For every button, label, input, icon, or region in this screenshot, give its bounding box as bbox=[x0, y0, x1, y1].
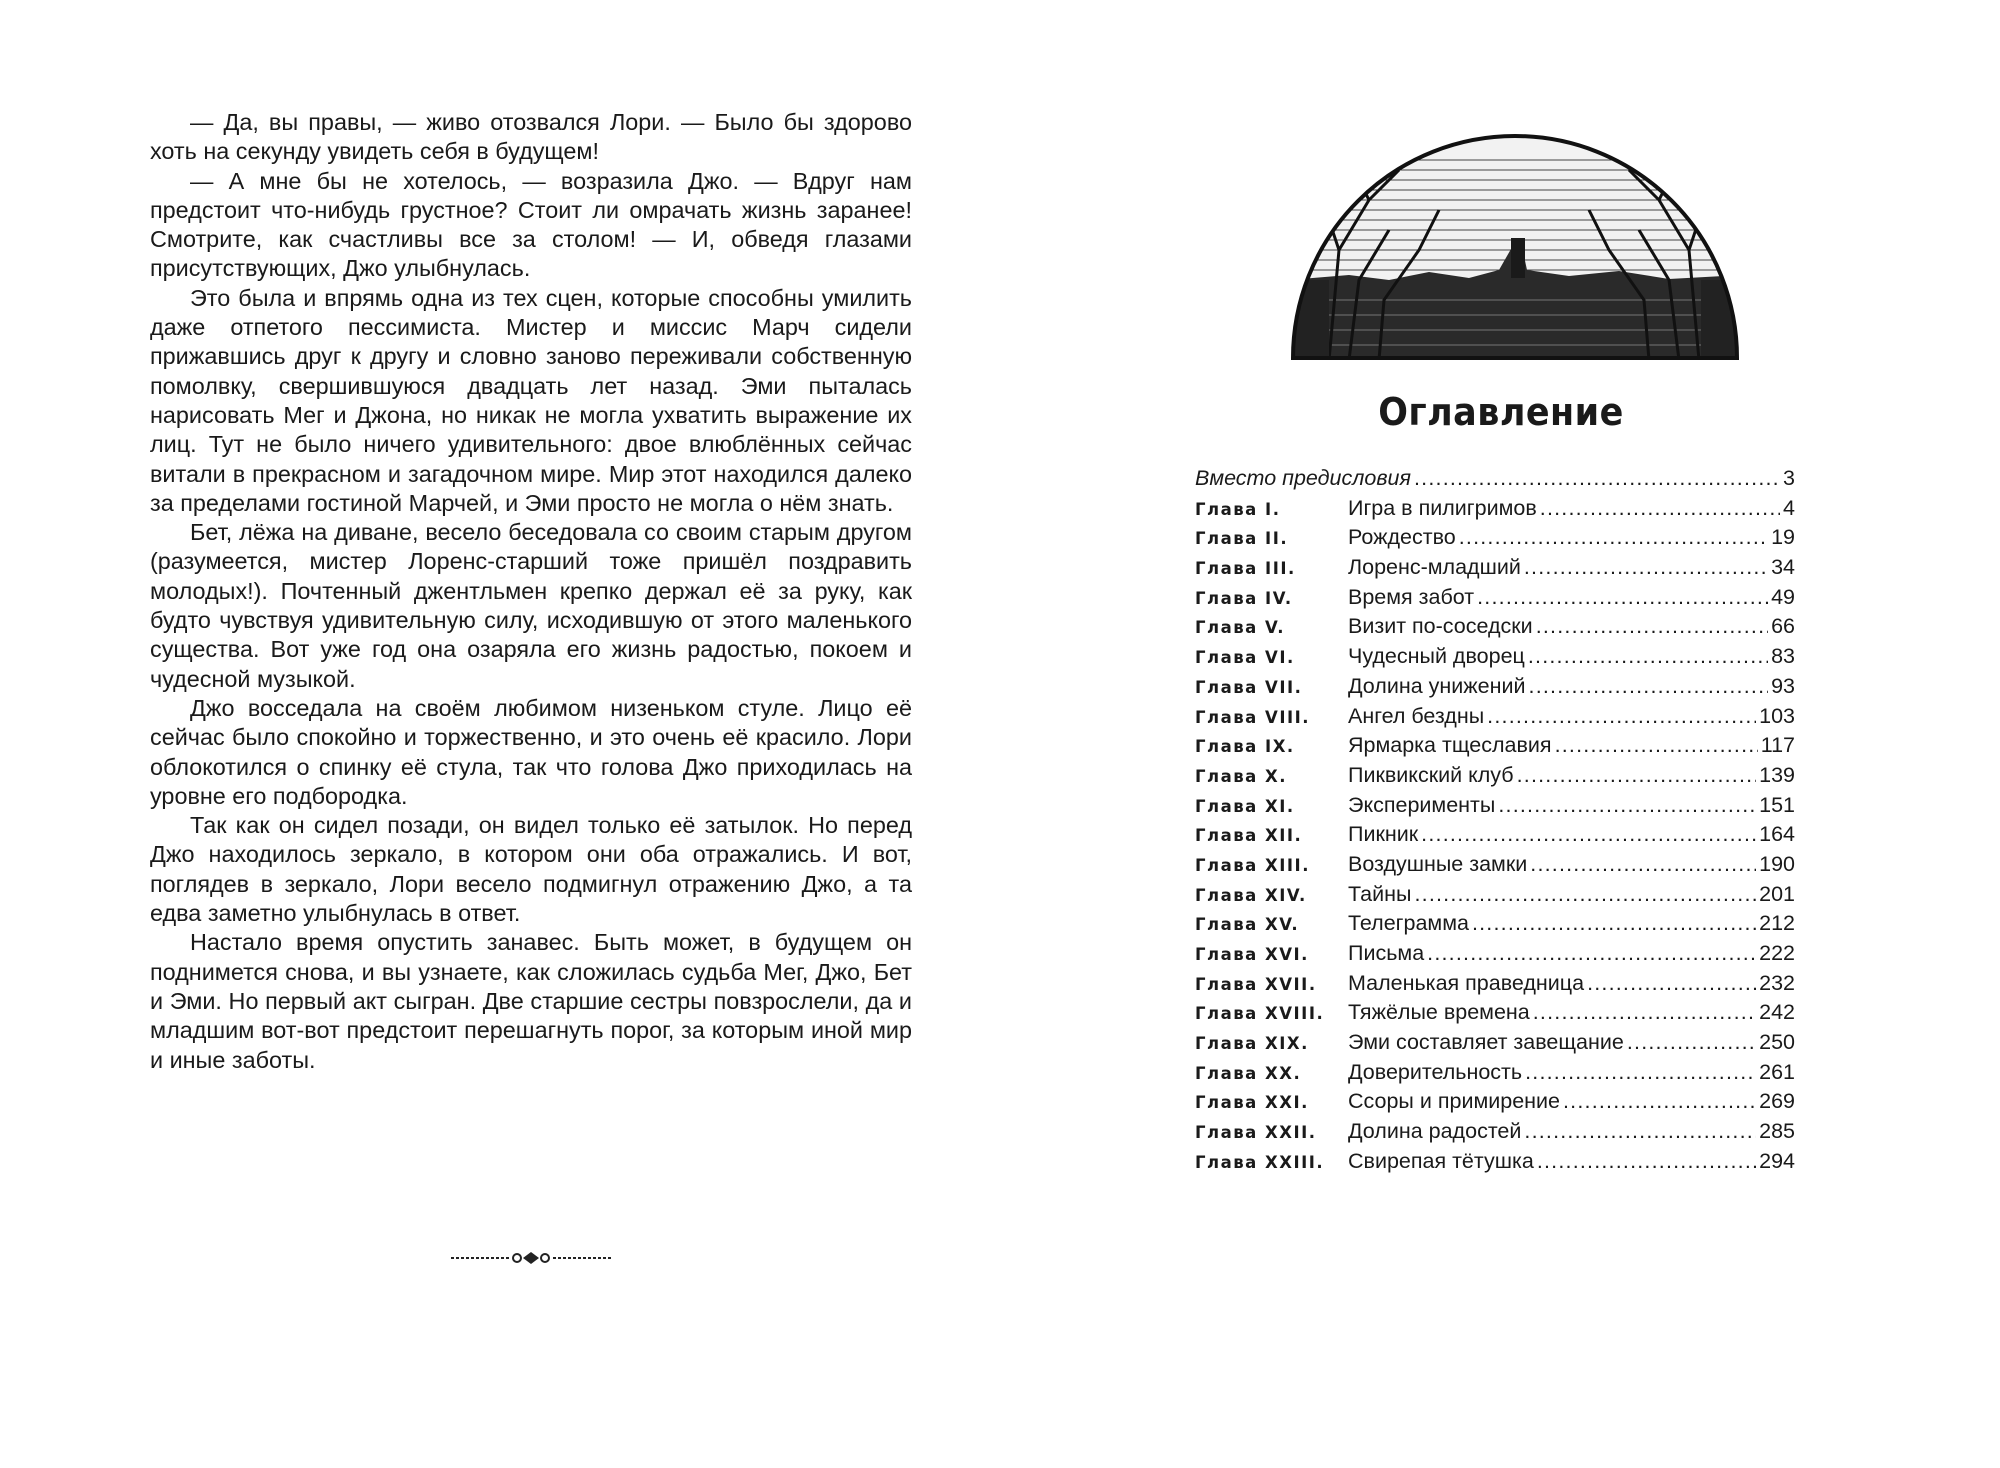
toc-entry-page: 201 bbox=[1759, 881, 1795, 906]
toc-entry-name: Визит по-соседски bbox=[1348, 614, 1533, 639]
toc-leader-dots bbox=[1524, 1119, 1756, 1144]
toc-entry-chapter: Глава XVI. bbox=[1195, 945, 1309, 964]
toc-entry-name: Долина радостей bbox=[1348, 1119, 1522, 1144]
toc-entry-name: Ссоры и примирение bbox=[1348, 1089, 1560, 1114]
toc-leader-dots bbox=[1528, 644, 1768, 669]
toc-entry[interactable] bbox=[1195, 704, 1795, 734]
toc-entry-page: 3 bbox=[1783, 466, 1795, 490]
toc-entry-chapter: Глава X. bbox=[1195, 766, 1288, 786]
toc-entry-name: Свирепая тётушка bbox=[1348, 1148, 1534, 1173]
toc-leader-dots bbox=[1530, 852, 1756, 877]
left-page-text bbox=[150, 108, 912, 1075]
toc-entry-page: 66 bbox=[1771, 614, 1795, 639]
toc-leader-dots bbox=[1537, 1149, 1756, 1174]
toc-entry-name: Пикник bbox=[1348, 822, 1419, 847]
toc-leader-dots bbox=[1427, 941, 1756, 966]
toc-entry[interactable] bbox=[1195, 882, 1795, 912]
toc-leader-dots bbox=[1459, 525, 1768, 550]
toc-entry-chapter: Глава XIV. bbox=[1195, 885, 1307, 905]
toc-entry[interactable] bbox=[1195, 1000, 1795, 1030]
paragraph: Настало время опустить занавес. Быть может, в будущем он поднимется снова, и вы узнаете, как сложилась судьба Мег, Джо, Бет и Эми. Но первый акт сыгран. Две старшие сестры повзрослели, да и младшим вот-вот предстоит перешагнуть порог, за которым иной мир и иные заботы. bbox=[150, 929, 912, 1073]
toc-entry-name: Время забот bbox=[1348, 584, 1475, 609]
paragraph: Это была и впрямь одна из тех сцен, которые способны умилить даже отпетого пессимиста. Мистер и миссис Марч сидели прижавшись друг к другу и словно заново переживали собственную помолвку, свершившуюся двадцать лет назад. Эми пыталась нарисовать Мег и Джона, но никак не могла ухватить выражение их лиц. Тут не было ничего удивительного: двое влюблённых сейчас витали в прекрасном и загадочном мире. Мир этот находился далеко за пределами гостиной Марчей, и Эми просто не могла о нём знать. bbox=[150, 284, 912, 516]
toc-entry-chapter: Глава XIX. bbox=[1195, 1034, 1309, 1054]
toc-leader-dots bbox=[1472, 911, 1756, 936]
toc-entry-page: 49 bbox=[1771, 584, 1795, 609]
toc-entry[interactable] bbox=[1195, 614, 1795, 644]
table-of-contents bbox=[1195, 466, 1795, 1179]
toc-leader-dots bbox=[1627, 1030, 1756, 1055]
toc-entry-name: Доверительность bbox=[1348, 1059, 1523, 1084]
toc-entry-page: 139 bbox=[1759, 762, 1795, 787]
toc-entry[interactable] bbox=[1195, 763, 1795, 793]
toc-entry-name: Лоренс-младший bbox=[1348, 555, 1521, 580]
toc-entry[interactable] bbox=[1195, 733, 1795, 763]
toc-entry-name: Эми составляет завещание bbox=[1348, 1030, 1624, 1055]
toc-entry-name: Пиквикский клуб bbox=[1348, 762, 1514, 787]
paragraph: — Да, вы правы, — живо отозвался Лори. — Было бы здорово хоть на секунду увидеть себя в будущем! bbox=[150, 109, 912, 165]
toc-leader-dots bbox=[1414, 882, 1756, 907]
toc-entry-page: 19 bbox=[1771, 525, 1795, 550]
toc-entry[interactable] bbox=[1195, 1089, 1795, 1119]
toc-entry-chapter: Глава II. bbox=[1195, 529, 1289, 549]
toc-entry-chapter: Глава IX. bbox=[1195, 737, 1295, 757]
toc-entry-chapter: Глава XII. bbox=[1195, 826, 1303, 846]
toc-entry-chapter: Глава XX. bbox=[1195, 1063, 1302, 1083]
toc-entry-chapter: Глава III. bbox=[1195, 559, 1296, 579]
toc-entry-page: 151 bbox=[1759, 792, 1795, 817]
toc-entry-page: 232 bbox=[1759, 970, 1795, 995]
toc-leader-dots bbox=[1498, 793, 1756, 818]
toc-leader-dots bbox=[1414, 466, 1780, 491]
toc-entry-page: 269 bbox=[1759, 1089, 1795, 1114]
toc-leader-dots bbox=[1529, 674, 1769, 699]
paragraph: Бет, лёжа на диване, весело беседовала со своим старым другом (разумеется, мистер Лоренс-старший тоже пришёл поздравить молодых!). Почтенный джентльмен крепко держал её за руку, как будто чувствуя удивительную силу, исходившую от этого маленького существа. Вот уже год она озаряла его жизнь радостью, покоем и чудесной музыкой. bbox=[150, 519, 912, 692]
toc-entry-name: Долина унижений bbox=[1348, 673, 1526, 698]
toc-entry[interactable] bbox=[1195, 585, 1795, 615]
paragraph: Джо восседала на своём любимом низеньком стуле. Лицо её сейчас было спокойно и торжественно, и это очень её красило. Лори облокотился о спинку её стула, так что голова Джо приходилась на уровне его подбородка. bbox=[150, 694, 912, 809]
toc-entry[interactable] bbox=[1195, 525, 1795, 555]
toc-entry-name: Рождество bbox=[1348, 525, 1456, 550]
landscape-vignette-illustration bbox=[1289, 130, 1741, 363]
toc-entry-name: Тяжёлые времена bbox=[1348, 1000, 1530, 1025]
toc-entry[interactable] bbox=[1195, 822, 1795, 852]
toc-entry-chapter: Глава XXII. bbox=[1195, 1123, 1317, 1143]
toc-entry[interactable] bbox=[1195, 1060, 1795, 1090]
toc-entry-chapter: Глава VI. bbox=[1195, 648, 1295, 668]
toc-entry-page: 93 bbox=[1771, 673, 1795, 698]
toc-entry-chapter: Глава XV. bbox=[1195, 915, 1300, 935]
toc-leader-dots bbox=[1421, 822, 1756, 847]
toc-entry-name: Телеграмма bbox=[1348, 911, 1469, 936]
toc-leader-dots bbox=[1536, 614, 1768, 639]
toc-entry[interactable] bbox=[1195, 1030, 1795, 1060]
paragraph: — А мне бы не хотелось, — возразила Джо. — Вдруг нам предстоит что-нибудь грустное? Стоит ли омрачать жизнь заранее! Смотрите, как счастливы все за столом! — И, обведя глазами присутствующих, Джо улыбнулась. bbox=[150, 167, 912, 282]
toc-entry-chapter: Глава XI. bbox=[1195, 796, 1295, 816]
toc-entry-name: Тайны bbox=[1348, 881, 1412, 906]
toc-entry[interactable] bbox=[1195, 911, 1795, 941]
toc-entry-chapter: Глава V. bbox=[1195, 618, 1285, 638]
toc-entry-page: 285 bbox=[1759, 1119, 1795, 1144]
toc-entry-page: 190 bbox=[1759, 851, 1795, 876]
toc-entry-name: Ярмарка тщеславия bbox=[1348, 733, 1552, 758]
toc-leader-dots bbox=[1525, 1060, 1756, 1085]
toc-entry[interactable] bbox=[1195, 674, 1795, 704]
toc-entry-name: Маленькая праведница bbox=[1348, 970, 1585, 995]
toc-entry[interactable] bbox=[1195, 941, 1795, 971]
toc-entry[interactable] bbox=[1195, 971, 1795, 1001]
toc-leader-dots bbox=[1517, 763, 1757, 788]
toc-entry[interactable] bbox=[1195, 496, 1795, 526]
end-ornament-icon bbox=[451, 1250, 611, 1266]
toc-entry-page: 250 bbox=[1759, 1030, 1795, 1055]
toc-entry[interactable] bbox=[1195, 1119, 1795, 1149]
toc-entry-chapter: Глава XIII. bbox=[1195, 855, 1310, 875]
toc-entry[interactable] bbox=[1195, 1149, 1795, 1179]
toc-entry-page: 4 bbox=[1783, 495, 1795, 520]
toc-entry-page: 261 bbox=[1759, 1059, 1795, 1084]
toc-title: Оглавление bbox=[1378, 390, 1624, 434]
toc-entry[interactable] bbox=[1195, 555, 1795, 585]
toc-entry-name: Ангел бездны bbox=[1348, 703, 1485, 728]
paragraph: Так как он сидел позади, он видел только её затылок. Но перед Джо находилось зеркало, в котором они оба отражались. И вот, поглядев в зеркало, Лори весело подмигнул отражению Джо, а та едва заметно улыбнулась в ответ. bbox=[150, 812, 912, 927]
toc-leader-dots bbox=[1533, 1000, 1756, 1025]
toc-entry-page: 103 bbox=[1759, 703, 1795, 728]
toc-leader-dots bbox=[1487, 704, 1756, 729]
toc-entry-page: 242 bbox=[1759, 1000, 1795, 1025]
toc-entry-chapter: Глава I. bbox=[1195, 499, 1281, 519]
toc-entry-page: 222 bbox=[1759, 941, 1795, 965]
toc-entry-chapter: Глава VIII. bbox=[1195, 707, 1311, 727]
toc-leader-dots bbox=[1555, 733, 1758, 758]
toc-entry[interactable] bbox=[1195, 644, 1795, 674]
toc-entry-name: Письма bbox=[1348, 941, 1425, 965]
toc-entry-chapter: Глава XXIII. bbox=[1195, 1152, 1325, 1172]
toc-entry[interactable] bbox=[1195, 793, 1795, 823]
toc-entry[interactable] bbox=[1195, 466, 1795, 496]
toc-entry-chapter: Глава XVII. bbox=[1195, 974, 1317, 994]
toc-entry-name: Игра в пилигримов bbox=[1348, 495, 1537, 520]
toc-leader-dots bbox=[1477, 585, 1768, 610]
toc-entry-page: 164 bbox=[1759, 822, 1795, 847]
toc-entry-page: 212 bbox=[1759, 911, 1795, 936]
toc-entry-chapter: Глава XXI. bbox=[1195, 1093, 1309, 1113]
toc-entry-name: Вместо предисловия bbox=[1195, 466, 1411, 490]
toc-entry-chapter: Глава XVIII. bbox=[1195, 1004, 1325, 1024]
toc-entry-page: 117 bbox=[1760, 733, 1795, 758]
toc-entry-page: 294 bbox=[1759, 1148, 1795, 1173]
toc-leader-dots bbox=[1563, 1089, 1756, 1114]
toc-entry-page: 83 bbox=[1771, 644, 1795, 669]
toc-entry-name: Чудесный дворец bbox=[1348, 644, 1525, 669]
toc-entry-chapter: Глава IV. bbox=[1195, 588, 1293, 608]
toc-entry-name: Эксперименты bbox=[1348, 792, 1496, 817]
toc-leader-dots bbox=[1587, 971, 1756, 996]
toc-leader-dots bbox=[1524, 555, 1768, 580]
toc-entry-name: Воздушные замки bbox=[1348, 851, 1528, 876]
toc-entry[interactable] bbox=[1195, 852, 1795, 882]
toc-entry-page: 34 bbox=[1771, 555, 1795, 580]
toc-leader-dots bbox=[1540, 496, 1780, 521]
toc-entry-chapter: Глава VII. bbox=[1195, 677, 1303, 697]
